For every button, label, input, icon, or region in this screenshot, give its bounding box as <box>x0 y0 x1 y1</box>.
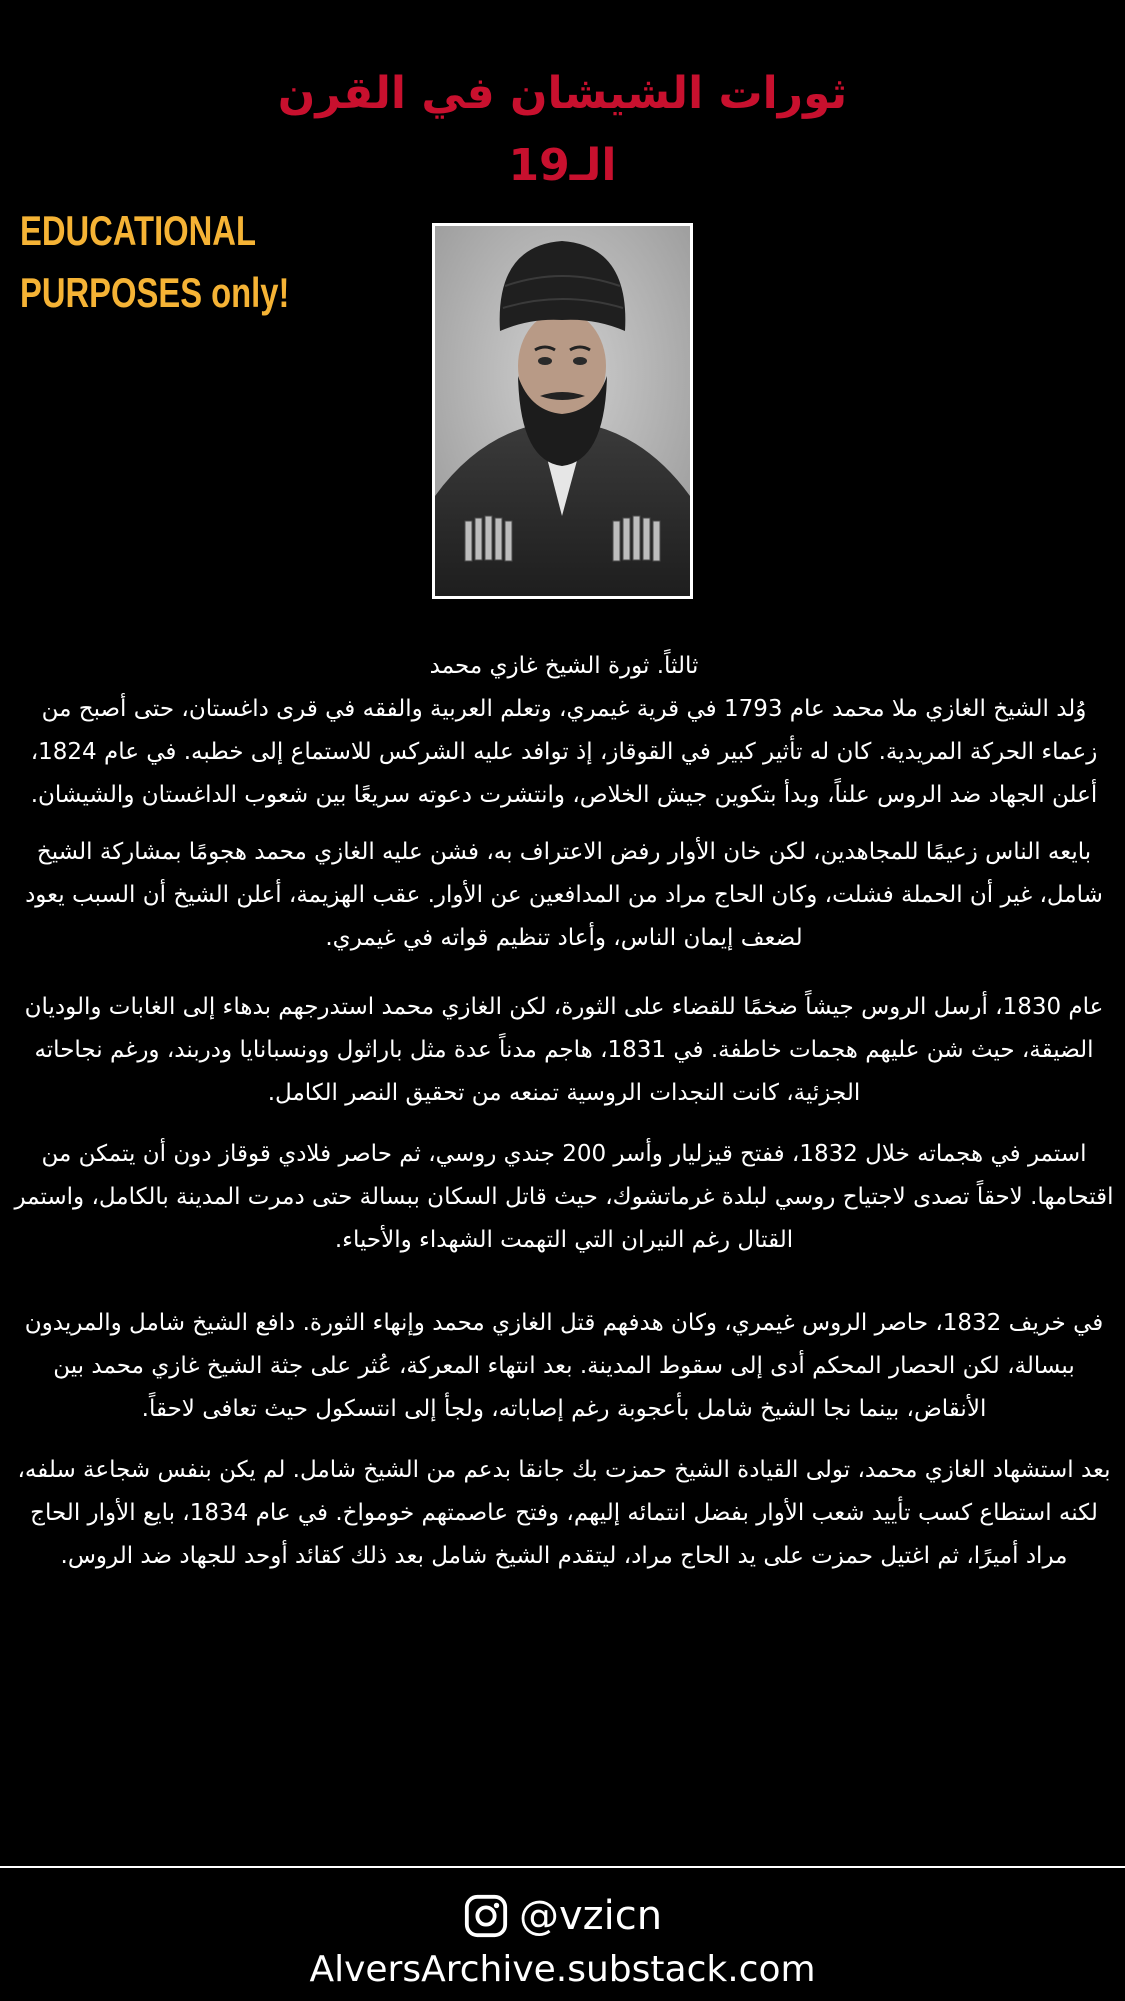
title-line-1: ثورات الشيشان في القرن <box>277 68 848 119</box>
article-paragraph: في خريف 1832، حاصر الروس غيمري، وكان هدفهم قتل الغازي محمد وإنهاء الثورة. دافع الشيخ شامل والمريدون ببسالة، لكن الحصار المحكم أدى إلى سقوط المدينة. بعد انتهاء المعركة، عُثر على جثة الشيخ غازي محمد بين الأنقاض، بينما نجا الشيخ شامل بأعجوبة رغم إصاباته، ولجأ إلى انتسكول حيث تعافى لاحقاً. <box>24 1310 1104 1422</box>
portrait-drawing <box>435 226 690 596</box>
page-title <box>200 58 925 202</box>
article-heading: ثالثاً. ثورة الشيخ غازي محمد <box>429 653 699 679</box>
portrait-image <box>432 223 693 599</box>
article-paragraph: وُلد الشيخ الغازي ملا محمد عام 1793 في قرية غيمري، وتعلم العربية والفقه في قرى داغستان، حتى أصبح من زعماء الحركة المريدية. كان له تأثير كبير في القوقاز، إذ توافد عليه الشركس للاستماع إلى خطبه. في عام 1824، أعلن الجهاد ضد الروس علناً، وبدأ بتكوين جيش الخلاص، وانتشرت دعوته سريعًا بين شعوب الداغستان والشيشان. <box>30 696 1098 808</box>
instagram-icon <box>463 1893 509 1939</box>
educational-purposes-badge <box>20 200 290 324</box>
website-link[interactable]: AlversArchive.substack.com <box>309 1949 816 1990</box>
article-paragraph: بايعه الناس زعيمًا للمجاهدين، لكن خان الأوار رفض الاعتراف به، فشن عليه الغازي محمد هجومًا بمشاركة الشيخ شامل، غير أن الحملة فشلت، وكان الحاج مراد من المدافعين عن الأوار. عقب الهزيمة، أعلن الشيخ أن السبب يعود لضعف إيمان الناس، وأعاد تنظيم قواته في غيمري. <box>25 839 1103 951</box>
title-line-2: الـ19 <box>508 140 617 191</box>
article-paragraph: استمر في هجماته خلال 1832، ففتح قيزليار وأسر 200 جندي روسي، ثم حاصر فلادي قوقاز دون أن يتمكن من اقتحامها. لاحقاً تصدى لاجتياح روسي لبلدة غرماتشوك، حيث قاتل السكان ببسالة حتى دمرت المدينة بالكامل، واستمر القتال رغم النيران التي التهمت الشهداء والأحياء. <box>14 1141 1114 1253</box>
badge-line-1: EDUCATIONAL <box>20 207 256 254</box>
article-paragraph: بعد استشهاد الغازي محمد، تولى القيادة الشيخ حمزت بك جانقا بدعم من الشيخ شامل. لم يكن بنفس شجاعة سلفه، لكنه استطاع كسب تأييد شعب الأوار بفضل انتمائه إليهم، وفتح عاصمتهم خومواخ. في عام 1834، بايع الأوار الحاج مراد أميرًا، ثم اغتيل حمزت على يد الحاج مراد، ليتقدم الشيخ شامل بعد ذلك كقائد أوحد للجهاد ضد الروس. <box>17 1457 1111 1569</box>
article-body <box>14 645 1114 1578</box>
footer-divider <box>0 1866 1125 1868</box>
handle-text: @vzicn <box>518 1893 663 1939</box>
social-handle[interactable] <box>0 1888 1125 1944</box>
article-paragraph: عام 1830، أرسل الروس جيشاً ضخمًا للقضاء على الثورة، لكن الغازي محمد استدرجهم بدهاء إلى الغابات والوديان الضيقة، حيث شن عليهم هجمات خاطفة. في 1831، هاجم مدناً عدة مثل باراثول وونسبانايا ودربند، ورغم نجاحاته الجزئية، كانت النجدات الروسية تمنعه من تحقيق النصر الكامل. <box>24 994 1104 1106</box>
badge-line-2: PURPOSES only! <box>20 269 290 316</box>
